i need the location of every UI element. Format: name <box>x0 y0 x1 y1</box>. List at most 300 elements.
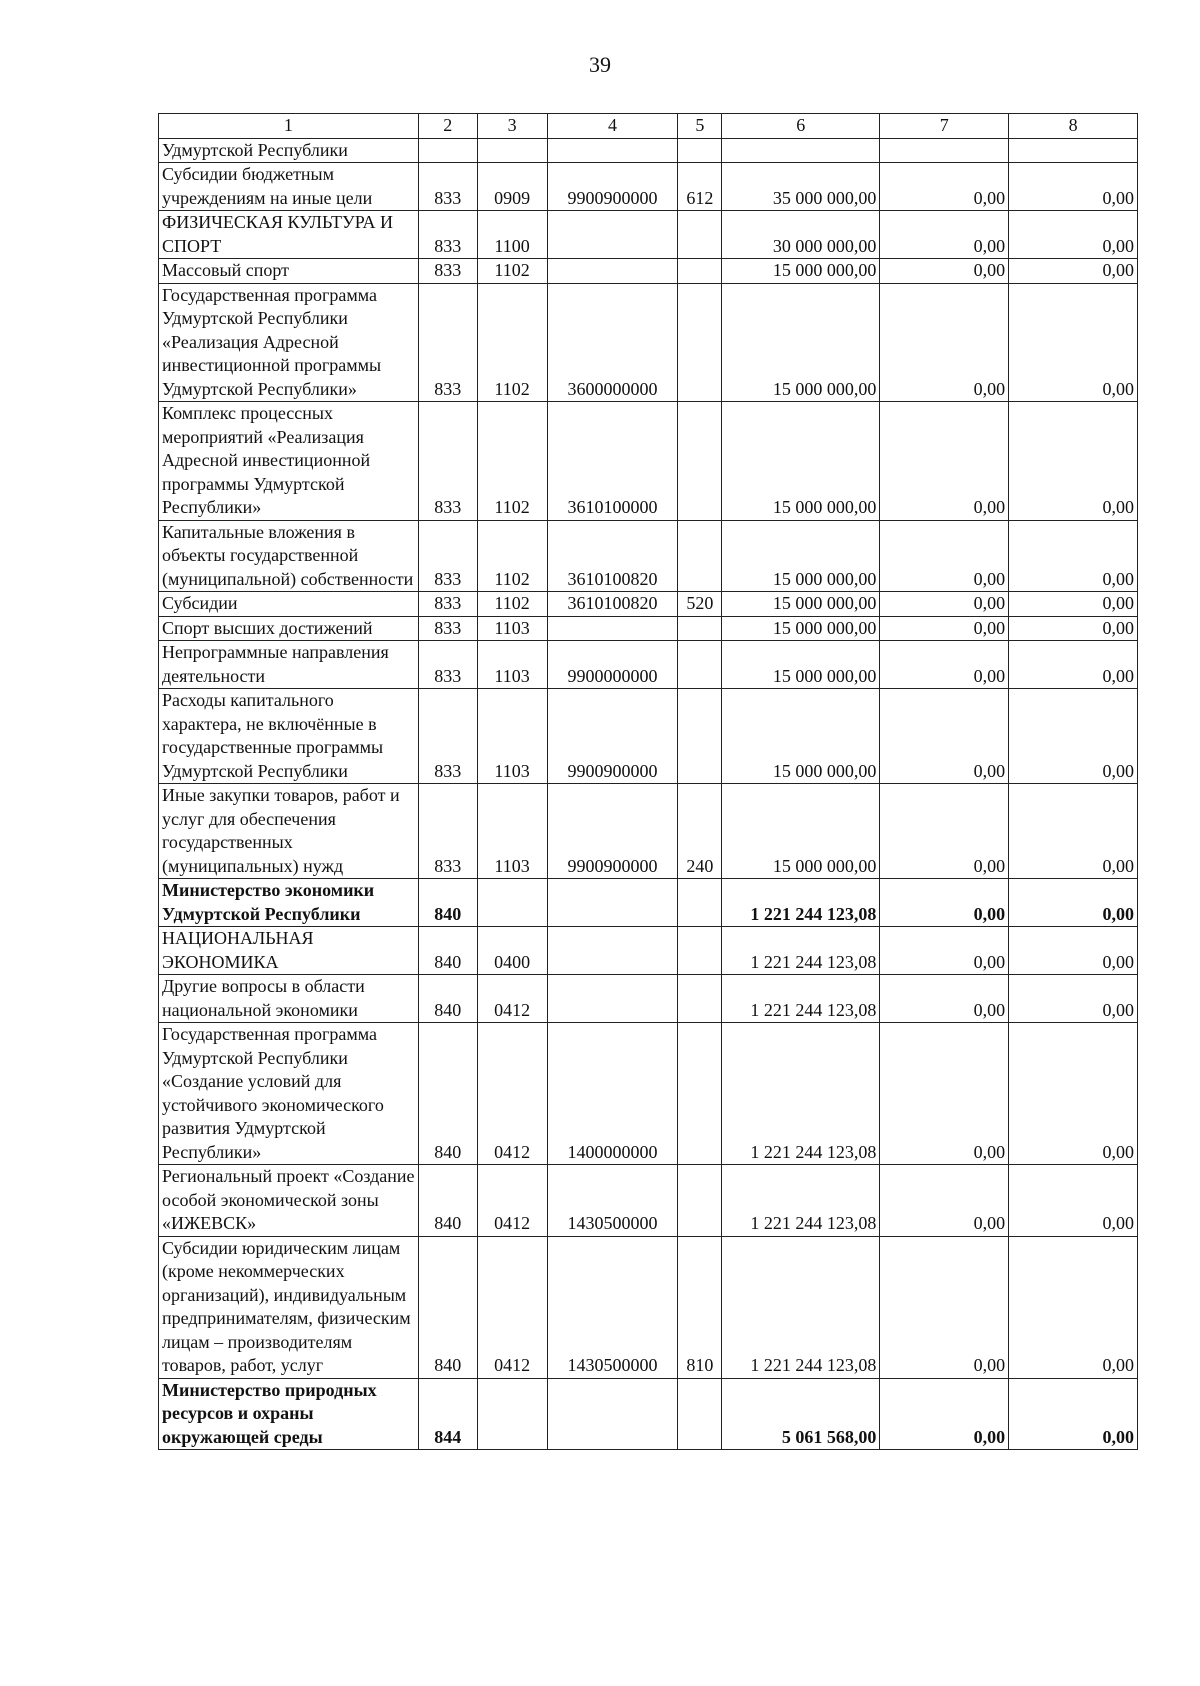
cell-amount <box>722 879 880 927</box>
cell-expense-type <box>678 641 722 689</box>
cell-section-code <box>477 879 547 927</box>
cell-col8 <box>1009 1378 1138 1450</box>
cell-ministry-code-text: 833 <box>434 855 462 876</box>
row-name <box>159 879 419 927</box>
table-row <box>159 402 1138 521</box>
cell-expense-type <box>678 1378 722 1450</box>
cell-col7 <box>880 1165 1009 1237</box>
cell-target-code <box>547 1236 678 1378</box>
cell-col7 <box>880 879 1009 927</box>
cell-amount-text: 5 061 568,00 <box>781 1426 877 1447</box>
row-name <box>159 211 419 259</box>
cell-target-code-text: 3600000000 <box>567 378 658 399</box>
cell-ministry-code <box>418 259 477 284</box>
cell-expense-type-text: 612 <box>686 187 714 208</box>
col-header-1: 1 <box>159 114 419 139</box>
cell-target-code-text: 3610100820 <box>567 568 658 589</box>
cell-col8-text: 0,00 <box>1102 568 1134 589</box>
cell-section-code-text: 1103 <box>494 665 530 686</box>
cell-target-code-text: 3610100000 <box>567 497 658 517</box>
cell-amount-text: 1 221 244 123,08 <box>750 903 877 924</box>
table-row <box>159 211 1138 259</box>
cell-ministry-code <box>418 1378 477 1450</box>
cell-col7 <box>880 592 1009 617</box>
cell-expense-type-text: 520 <box>686 593 714 613</box>
cell-amount-text: 15 000 000,00 <box>772 497 877 517</box>
cell-amount <box>722 641 880 689</box>
cell-section-code-text: 0909 <box>494 187 531 208</box>
table-row <box>159 641 1138 689</box>
cell-target-code-text: 3610100820 <box>567 593 658 613</box>
cell-col7 <box>880 402 1009 521</box>
cell-ministry-code <box>418 689 477 784</box>
cell-target-code-text: 1430500000 <box>567 1355 658 1375</box>
cell-amount <box>722 211 880 259</box>
cell-col8 <box>1009 402 1138 521</box>
cell-col8-text: 0,00 <box>1102 999 1134 1020</box>
row-name <box>159 689 419 784</box>
cell-ministry-code-text: 840 <box>434 999 462 1020</box>
row-name <box>159 402 419 521</box>
cell-expense-type <box>678 283 722 402</box>
cell-ministry-code <box>418 138 477 163</box>
cell-col7 <box>880 259 1009 284</box>
col-header-8: 8 <box>1009 114 1138 139</box>
cell-expense-type <box>678 402 722 521</box>
cell-expense-type <box>678 520 722 592</box>
cell-ministry-code-text: 840 <box>434 903 462 924</box>
cell-amount-text: 15 000 000,00 <box>772 593 877 613</box>
page-number: 39 <box>589 52 611 77</box>
cell-col7 <box>880 1378 1009 1450</box>
cell-section-code <box>477 1236 547 1378</box>
row-name-text: Государственная программа Удмуртской Республики «Создание условий для устойчивого экономического развития Удмуртской Республики» <box>162 1024 384 1162</box>
cell-amount <box>722 163 880 211</box>
cell-col7 <box>880 641 1009 689</box>
row-name <box>159 1236 419 1378</box>
table-row <box>159 1236 1138 1378</box>
cell-section-code-text: 0412 <box>494 1355 531 1375</box>
cell-col7 <box>880 927 1009 975</box>
cell-section-code-text: 1103 <box>494 760 530 781</box>
table-row <box>159 138 1138 163</box>
cell-section-code <box>477 402 547 521</box>
row-name-text: Субсидии <box>162 593 238 613</box>
table-row <box>159 784 1138 879</box>
row-name-text: Массовый спорт <box>162 260 289 280</box>
cell-col7-text: 0,00 <box>973 999 1006 1020</box>
cell-section-code-text: 1102 <box>494 260 530 280</box>
cell-ministry-code-text: 833 <box>434 235 462 256</box>
cell-section-code-text: 0412 <box>494 1213 531 1233</box>
cell-amount-text: 35 000 000,00 <box>772 187 877 208</box>
cell-col7-text: 0,00 <box>973 951 1006 972</box>
cell-col8-text: 0,00 <box>1102 760 1134 781</box>
cell-section-code <box>477 1165 547 1237</box>
cell-col7-text: 0,00 <box>973 760 1006 781</box>
cell-section-code <box>477 259 547 284</box>
table-row <box>159 592 1138 617</box>
cell-col8-text: 0,00 <box>1102 235 1134 256</box>
cell-col8-text: 0,00 <box>1102 1141 1134 1162</box>
cell-ministry-code <box>418 592 477 617</box>
cell-col8 <box>1009 689 1138 784</box>
cell-col8-text: 0,00 <box>1102 497 1134 517</box>
cell-expense-type-text: 240 <box>686 855 714 876</box>
cell-ministry-code <box>418 616 477 641</box>
cell-col7-text: 0,00 <box>973 1213 1006 1233</box>
cell-col8 <box>1009 520 1138 592</box>
cell-ministry-code <box>418 641 477 689</box>
cell-col7-text: 0,00 <box>973 235 1006 256</box>
cell-ministry-code-text: 833 <box>434 378 462 399</box>
cell-target-code <box>547 1378 678 1450</box>
cell-amount <box>722 616 880 641</box>
row-name-text: Министерство экономики Удмуртской Республики <box>162 880 375 924</box>
cell-target-code <box>547 975 678 1023</box>
cell-ministry-code <box>418 1236 477 1378</box>
cell-expense-type <box>678 163 722 211</box>
cell-expense-type <box>678 138 722 163</box>
cell-target-code <box>547 1023 678 1165</box>
cell-col8-text: 0,00 <box>1102 260 1134 280</box>
cell-ministry-code-text: 844 <box>434 1426 462 1447</box>
cell-expense-type <box>678 259 722 284</box>
cell-amount-text: 15 000 000,00 <box>772 617 877 638</box>
row-name <box>159 283 419 402</box>
cell-ministry-code-text: 833 <box>434 187 462 208</box>
cell-amount-text: 15 000 000,00 <box>772 568 877 589</box>
cell-section-code <box>477 138 547 163</box>
table-row <box>159 689 1138 784</box>
cell-target-code <box>547 879 678 927</box>
cell-col7-text: 0,00 <box>973 187 1006 208</box>
cell-amount <box>722 1236 880 1378</box>
cell-col8 <box>1009 592 1138 617</box>
header-row <box>159 114 1138 139</box>
cell-ministry-code-text: 840 <box>434 1355 462 1375</box>
cell-amount <box>722 592 880 617</box>
table-row <box>159 163 1138 211</box>
cell-col7 <box>880 211 1009 259</box>
cell-col8 <box>1009 616 1138 641</box>
cell-ministry-code-text: 833 <box>434 497 462 517</box>
cell-ministry-code-text: 840 <box>434 1141 462 1162</box>
cell-expense-type <box>678 592 722 617</box>
cell-target-code <box>547 592 678 617</box>
cell-col7-text: 0,00 <box>973 855 1006 876</box>
cell-expense-type <box>678 975 722 1023</box>
row-name-text: Комплекс процессных мероприятий «Реализация Адресной инвестиционной программы Удмуртской Республики» <box>162 403 371 517</box>
cell-expense-type <box>678 689 722 784</box>
cell-section-code-text: 1102 <box>494 497 530 517</box>
row-name-text: Удмуртской Республики <box>162 139 348 160</box>
cell-section-code-text: 1102 <box>494 378 530 399</box>
cell-col8 <box>1009 211 1138 259</box>
cell-section-code-text: 1102 <box>494 568 530 589</box>
cell-target-code <box>547 520 678 592</box>
cell-col8-text: 0,00 <box>1102 593 1134 613</box>
cell-amount <box>722 259 880 284</box>
row-name-text: Капитальные вложения в объекты государственной (муниципальной) собственности <box>162 521 414 589</box>
cell-expense-type <box>678 211 722 259</box>
cell-target-code <box>547 163 678 211</box>
cell-col7-text: 0,00 <box>973 593 1006 613</box>
cell-col8-text: 0,00 <box>1102 1426 1134 1447</box>
cell-section-code <box>477 641 547 689</box>
cell-amount-text: 1 221 244 123,08 <box>750 1213 877 1233</box>
row-name <box>159 641 419 689</box>
row-name <box>159 784 419 879</box>
cell-target-code-text: 9900900000 <box>567 855 658 876</box>
cell-target-code <box>547 784 678 879</box>
row-name <box>159 592 419 617</box>
cell-col8 <box>1009 641 1138 689</box>
cell-target-code <box>547 927 678 975</box>
cell-col7 <box>880 163 1009 211</box>
cell-section-code-text: 0412 <box>494 999 531 1020</box>
cell-amount-text: 15 000 000,00 <box>772 855 877 876</box>
cell-col7 <box>880 283 1009 402</box>
table-row <box>159 927 1138 975</box>
cell-ministry-code-text: 833 <box>434 617 462 638</box>
cell-section-code <box>477 1378 547 1450</box>
cell-col7 <box>880 616 1009 641</box>
cell-amount-text: 1 221 244 123,08 <box>750 1141 877 1162</box>
row-name <box>159 259 419 284</box>
table-row <box>159 879 1138 927</box>
cell-amount <box>722 689 880 784</box>
cell-col8-text: 0,00 <box>1102 617 1134 638</box>
col-header-7: 7 <box>880 114 1009 139</box>
col-header-3: 3 <box>477 114 547 139</box>
cell-amount <box>722 784 880 879</box>
row-name-text: Спорт высших достижений <box>162 617 373 638</box>
row-name <box>159 975 419 1023</box>
cell-ministry-code <box>418 520 477 592</box>
row-name-text: Непрограммные направления деятельности <box>162 642 389 686</box>
cell-amount-text: 1 221 244 123,08 <box>750 951 877 972</box>
cell-ministry-code <box>418 211 477 259</box>
cell-target-code <box>547 641 678 689</box>
cell-col7 <box>880 520 1009 592</box>
cell-ministry-code-text: 840 <box>434 1213 462 1233</box>
cell-col8 <box>1009 1023 1138 1165</box>
cell-section-code-text: 1103 <box>494 855 530 876</box>
cell-col7 <box>880 1023 1009 1165</box>
cell-expense-type <box>678 784 722 879</box>
cell-target-code-text: 9900900000 <box>567 760 658 781</box>
cell-section-code <box>477 616 547 641</box>
cell-section-code-text: 1100 <box>494 235 530 256</box>
cell-target-code <box>547 616 678 641</box>
cell-section-code-text: 0400 <box>494 951 531 972</box>
cell-col8-text: 0,00 <box>1102 1213 1134 1233</box>
cell-col7-text: 0,00 <box>973 260 1006 280</box>
cell-target-code <box>547 1165 678 1237</box>
cell-amount <box>722 283 880 402</box>
cell-target-code <box>547 402 678 521</box>
cell-col8-text: 0,00 <box>1102 378 1134 399</box>
cell-ministry-code <box>418 163 477 211</box>
cell-amount <box>722 402 880 521</box>
cell-col8 <box>1009 784 1138 879</box>
cell-col8-text: 0,00 <box>1102 951 1134 972</box>
cell-amount <box>722 927 880 975</box>
cell-ministry-code-text: 833 <box>434 760 462 781</box>
cell-amount-text: 15 000 000,00 <box>772 260 877 280</box>
row-name-text: Расходы капитального характера, не включённые в государственные программы Удмуртской Республики <box>162 690 384 781</box>
cell-section-code-text: 1102 <box>494 593 530 613</box>
cell-ministry-code-text: 833 <box>434 260 462 280</box>
row-name <box>159 616 419 641</box>
row-name-text: Другие вопросы в области национальной экономики <box>162 976 365 1020</box>
cell-col7 <box>880 784 1009 879</box>
row-name-text: Министерство природных ресурсов и охраны окружающей среды <box>162 1379 377 1447</box>
cell-col8-text: 0,00 <box>1102 903 1134 924</box>
row-name-text: Субсидии юридическим лицам (кроме некоммерческих организаций), индивидуальным предпринимателям, физическим лицам – производителям товаров, работ, услуг <box>162 1237 411 1375</box>
cell-section-code <box>477 975 547 1023</box>
cell-col8 <box>1009 1165 1138 1237</box>
cell-amount-text: 15 000 000,00 <box>772 378 877 399</box>
cell-amount <box>722 1378 880 1450</box>
cell-expense-type <box>678 927 722 975</box>
cell-amount <box>722 1023 880 1165</box>
row-name-text: НАЦИОНАЛЬНАЯ ЭКОНОМИКА <box>162 928 314 972</box>
table-row <box>159 283 1138 402</box>
cell-section-code <box>477 283 547 402</box>
col-header-6: 6 <box>722 114 880 139</box>
cell-col8 <box>1009 259 1138 284</box>
cell-target-code-text: 1430500000 <box>567 1213 658 1233</box>
cell-amount-text: 1 221 244 123,08 <box>750 1355 877 1375</box>
cell-section-code-text: 0412 <box>494 1141 531 1162</box>
row-name-text: Иные закупки товаров, работ и услуг для обеспечения государственных (муниципальных) нужд <box>162 785 400 876</box>
budget-table <box>158 113 1138 1450</box>
cell-col8 <box>1009 879 1138 927</box>
col-header-5: 5 <box>678 114 722 139</box>
cell-target-code-text: 1400000000 <box>567 1141 658 1162</box>
cell-section-code <box>477 520 547 592</box>
cell-ministry-code <box>418 283 477 402</box>
cell-section-code <box>477 211 547 259</box>
cell-expense-type <box>678 616 722 641</box>
cell-section-code-text: 1103 <box>494 617 530 638</box>
row-name <box>159 1165 419 1237</box>
cell-col7-text: 0,00 <box>973 617 1006 638</box>
row-name-text: Региональный проект «Создание особой экономической зоны «ИЖЕВСК» <box>162 1166 415 1233</box>
row-name-text: Государственная программа Удмуртской Республики «Реализация Адресной инвестиционной программы Удмуртской Республики» <box>162 284 382 399</box>
table-row <box>159 1023 1138 1165</box>
cell-section-code <box>477 1023 547 1165</box>
row-name-text: Субсидии бюджетным учреждениям на иные цели <box>162 164 373 208</box>
cell-col8 <box>1009 975 1138 1023</box>
cell-amount <box>722 138 880 163</box>
cell-amount <box>722 1165 880 1237</box>
cell-col8 <box>1009 927 1138 975</box>
cell-col8-text: 0,00 <box>1102 1355 1134 1375</box>
cell-amount <box>722 975 880 1023</box>
row-name <box>159 520 419 592</box>
cell-col8 <box>1009 163 1138 211</box>
cell-target-code-text: 9900900000 <box>567 187 658 208</box>
cell-col8-text: 0,00 <box>1102 187 1134 208</box>
cell-col8-text: 0,00 <box>1102 855 1134 876</box>
cell-expense-type-text: 810 <box>686 1355 714 1375</box>
cell-target-code <box>547 138 678 163</box>
cell-section-code <box>477 163 547 211</box>
cell-target-code-text: 9900000000 <box>567 665 658 686</box>
cell-section-code <box>477 784 547 879</box>
cell-amount-text: 15 000 000,00 <box>772 760 877 781</box>
row-name <box>159 1378 419 1450</box>
cell-ministry-code-text: 833 <box>434 568 462 589</box>
cell-amount-text: 1 221 244 123,08 <box>750 999 877 1020</box>
cell-col8-text: 0,00 <box>1102 665 1134 686</box>
cell-amount <box>722 520 880 592</box>
cell-ministry-code <box>418 1165 477 1237</box>
cell-col7-text: 0,00 <box>973 568 1006 589</box>
cell-target-code <box>547 259 678 284</box>
cell-col7-text: 0,00 <box>973 1355 1006 1375</box>
cell-col8 <box>1009 283 1138 402</box>
cell-target-code <box>547 283 678 402</box>
cell-expense-type <box>678 1236 722 1378</box>
table-row <box>159 1378 1138 1450</box>
cell-expense-type <box>678 1023 722 1165</box>
cell-ministry-code <box>418 975 477 1023</box>
cell-section-code <box>477 592 547 617</box>
row-name-text: ФИЗИЧЕСКАЯ КУЛЬТУРА И СПОРТ <box>162 212 393 256</box>
row-name <box>159 163 419 211</box>
cell-ministry-code-text: 840 <box>434 951 462 972</box>
col-header-2: 2 <box>418 114 477 139</box>
table-row <box>159 616 1138 641</box>
cell-col8 <box>1009 138 1138 163</box>
cell-section-code <box>477 689 547 784</box>
cell-target-code <box>547 211 678 259</box>
cell-ministry-code <box>418 927 477 975</box>
row-name <box>159 1023 419 1165</box>
cell-col8 <box>1009 1236 1138 1378</box>
cell-col7 <box>880 689 1009 784</box>
row-name <box>159 927 419 975</box>
cell-ministry-code <box>418 784 477 879</box>
cell-ministry-code <box>418 1023 477 1165</box>
cell-ministry-code <box>418 402 477 521</box>
cell-col7-text: 0,00 <box>973 665 1006 686</box>
cell-col7-text: 0,00 <box>973 497 1006 517</box>
cell-col7-text: 0,00 <box>973 378 1006 399</box>
table-row <box>159 520 1138 592</box>
cell-col7 <box>880 975 1009 1023</box>
cell-section-code <box>477 927 547 975</box>
cell-col7-text: 0,00 <box>973 903 1006 924</box>
row-name <box>159 138 419 163</box>
cell-amount-text: 15 000 000,00 <box>772 665 877 686</box>
table-row <box>159 259 1138 284</box>
cell-amount-text: 30 000 000,00 <box>772 235 877 256</box>
cell-col7 <box>880 138 1009 163</box>
cell-col7-text: 0,00 <box>973 1141 1006 1162</box>
cell-target-code <box>547 689 678 784</box>
cell-ministry-code-text: 833 <box>434 593 462 613</box>
cell-expense-type <box>678 879 722 927</box>
cell-ministry-code-text: 833 <box>434 665 462 686</box>
cell-col7-text: 0,00 <box>973 1426 1006 1447</box>
cell-col7 <box>880 1236 1009 1378</box>
cell-expense-type <box>678 1165 722 1237</box>
